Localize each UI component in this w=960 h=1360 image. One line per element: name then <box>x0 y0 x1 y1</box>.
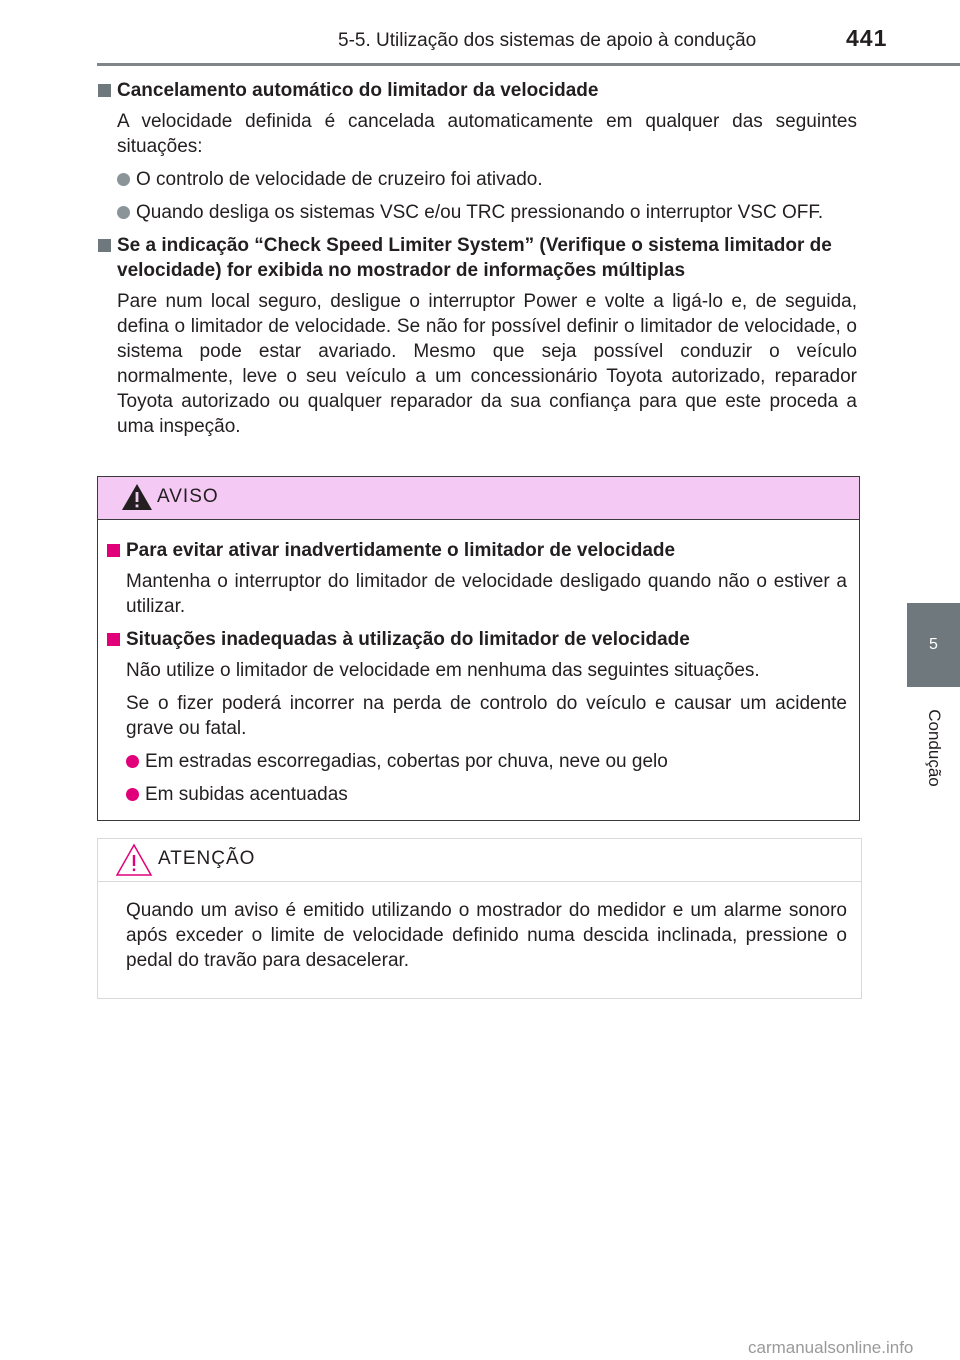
list-item: O controlo de velocidade de cruzeiro foi ativado. <box>117 167 857 192</box>
list-item: Em subidas acentuadas <box>126 782 847 807</box>
chapter-label: Condução <box>925 709 944 787</box>
warning-box <box>97 476 860 821</box>
list-item: Quando desliga os sistemas VSC e/ou TRC pressionando o interruptor VSC OFF. <box>117 200 857 225</box>
notice-text: Quando um aviso é emitido utilizando o mostrador do medidor e um alarme sonoro após exceder o limite de velocidade definido numa descida inclinada, pressione o pedal do travão para desacelerar. <box>126 900 847 971</box>
warning-paragraph: Se o fizer poderá incorrer na perda de controlo do veículo e causar um acidente grave ou fatal. <box>126 693 847 739</box>
circle-bullet-icon <box>126 755 139 768</box>
notice-label: ATENÇÃO <box>158 848 256 869</box>
main-content <box>97 78 857 447</box>
caution-triangle-icon <box>115 843 153 877</box>
square-bullet-icon <box>98 84 111 97</box>
warning-paragraph: Não utilize o limitador de velocidade em nenhuma das seguintes situações. <box>126 660 760 681</box>
circle-bullet-icon <box>126 788 139 801</box>
chapter-number: 5 <box>929 636 938 653</box>
warning-triangle-icon <box>120 482 154 512</box>
warning-heading: Para evitar ativar inadvertidamente o limitador de velocidade <box>106 538 847 563</box>
square-bullet-icon <box>98 239 111 252</box>
warning-heading: Situações inadequadas à utilização do limitador de velocidade <box>106 627 847 652</box>
section-heading: Se a indicação “Check Speed Limiter System” (Verifique o sistema limitador de velocidade) for exibida no mostrador de informações múltiplas <box>97 233 857 283</box>
section-paragraph: Pare num local seguro, desligue o interruptor Power e volte a ligá-lo e, de seguida, defina o limitador de velocidade. Se não for possível definir o limitador de velocidade, o sistema pode estar avariado. Mesmo que seja possível conduzir o veículo normalmente, leve o seu veículo a um concessionário Toyota autorizado, reparador Toyota autorizado ou qualquer reparador da sua confiança para que este proceda a uma inspeção. <box>117 291 857 437</box>
square-bullet-icon <box>107 544 120 557</box>
warning-body <box>98 520 859 807</box>
page-number: 441 <box>846 25 888 51</box>
section-heading: Cancelamento automático do limitador da velocidade <box>97 78 857 103</box>
warning-paragraph: Mantenha o interruptor do limitador de velocidade desligado quando não o estiver a utilizar. <box>126 571 847 617</box>
section-paragraph: A velocidade definida é cancelada automaticamente em qualquer das seguintes situações: <box>117 111 857 157</box>
header-rule <box>97 63 960 66</box>
list-item: Em estradas escorregadias, cobertas por chuva, neve ou gelo <box>126 749 847 774</box>
notice-header <box>98 839 861 882</box>
warning-label: AVISO <box>157 486 219 507</box>
notice-box <box>97 838 862 999</box>
circle-bullet-icon <box>117 173 130 186</box>
watermark: carmanualsonline.info <box>748 1338 914 1357</box>
circle-bullet-icon <box>117 206 130 219</box>
running-header-title: 5-5. Utilização dos sistemas de apoio à condução <box>338 30 757 51</box>
square-bullet-icon <box>107 633 120 646</box>
chapter-tab <box>907 603 960 687</box>
warning-header <box>98 477 859 520</box>
